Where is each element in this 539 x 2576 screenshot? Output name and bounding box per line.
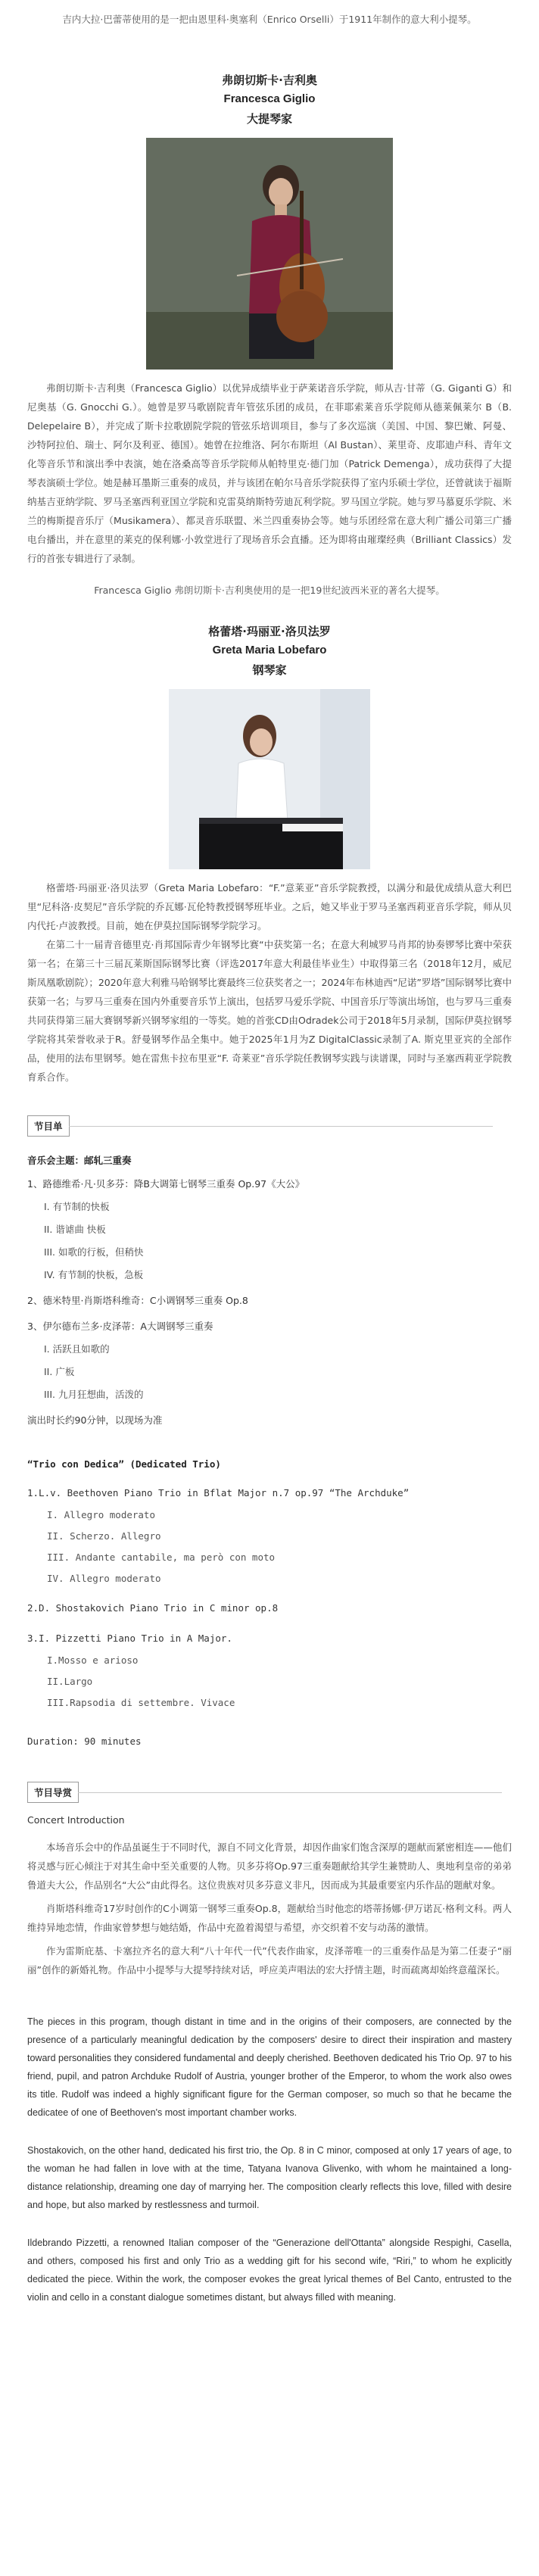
- intro-paragraph-zh: 本场音乐会中的作品虽诞生于不同时代，源自不同文化背景，却因作曲家们饱含深厚的题献而紧密相连——他们将灵感与匠心倾注于对其生命中至关重要的人物。贝多芬将Op.97三重奏题献给其学生兼赞助人、奥地利皇帝的弟弟鲁道夫大公，作品别名“大公”由此得名。这位贵族对贝多芬意义非凡，因而成为其最重要室内乐作品的题献对象。: [27, 1842, 512, 1891]
- program-english-work: 3.I. Pizzetti Piano Trio in A Major.: [27, 1633, 232, 1644]
- program-english-movement: II. Scherzo. Allegro: [47, 1530, 161, 1542]
- performer-role: 大提琴家: [246, 112, 292, 126]
- program-movement: I. 有节制的快板: [44, 1201, 110, 1212]
- program-english-movement: I.Mosso e arioso: [47, 1654, 139, 1666]
- performer-name-en: Greta Maria Lobefaro: [212, 644, 327, 656]
- intro-paragraph-zh: 作为雷斯庇基、卡塞拉齐名的意大利“八十年代一代”代表作曲家，皮泽蒂唯一的三重奏作品是为第二任妻子“丽丽”创作的新婚礼物。作品中小提琴与大提琴持续对话，呼应美声唱法的宏大抒情主题，时而疏离却始终意蕴深长。: [27, 1945, 512, 1976]
- program-movement: III. 九月狂想曲，活泼的: [44, 1389, 144, 1400]
- program-work: [27, 1315, 512, 1406]
- program-movement: I. 活跃且如歌的: [44, 1343, 110, 1355]
- pianist-photo-illustration: [169, 689, 370, 869]
- program-movement: III. 如歌的行板，但稍快: [44, 1246, 144, 1258]
- intro-english-heading: Concert Introduction: [27, 1814, 125, 1826]
- performer-name-zh: 弗朗切斯卡·吉利奥: [222, 73, 317, 87]
- performer-name-en: Francesca Giglio: [223, 92, 316, 105]
- program-english-movement: IV. Allegro moderato: [47, 1573, 161, 1584]
- program-title: 音乐会主题：邮轧三重奏: [27, 1155, 132, 1166]
- program-work-title: 1、路德维希·凡·贝多芬：降B大调第七钢琴三重奏 Op.97《大公》: [27, 1178, 305, 1190]
- cellist-photo: [146, 138, 393, 370]
- performer-role: 钢琴家: [252, 663, 287, 677]
- program-work: [27, 1173, 512, 1286]
- section-tag-program: 节目单: [27, 1115, 70, 1137]
- performer-name-zh: 格蕾塔·玛丽亚·洛贝法罗: [208, 625, 331, 638]
- program-english-work: 1.L.v. Beethoven Piano Trio in Bflat Major n.7 op.97 “The Archduke”: [27, 1487, 410, 1499]
- program-work: [27, 1290, 512, 1312]
- performer-heading: [27, 622, 512, 680]
- intro-paragraph-zh: 肖斯塔科维奇17岁时创作的C小调第一钢琴三重奏Op.8，题献给当时他恋的塔蒂扬娜·伊万诺瓦·格利文科。两人维持异地恋情，作曲家曾梦想与她结婚，作品中充盈着渴望与希望，亦交织着不安与动荡的激情。: [27, 1903, 512, 1933]
- program-english-movement: III.Rapsodia di settembre. Vivace: [47, 1697, 235, 1708]
- cellist-photo-illustration: [146, 138, 393, 370]
- program-work-title: 3、伊尔德布兰多·皮泽蒂：A大调钢琴三重奏: [27, 1321, 213, 1332]
- program-english: [27, 1455, 512, 1753]
- intro-section: [27, 1753, 512, 2322]
- program-english-work: 2.D. Shostakovich Piano Trio in C minor op.8: [27, 1602, 279, 1614]
- intro-paragraph-en: Ildebrando Pizzetti, a renowned Italian composer of the “Generazione dell'Ottanta” alongside Respighi, Casella, and others, composed his first and only Trio as a wedding gift for his second wife, “Riri,” to whom he explicitly dedicated the piece. Within the work, the composer evokes the great lyrical themes of Bel Canto, entrusted to the violin and cello in a constant dialogue sometimes distant, but always filled with meaning.: [27, 2238, 512, 2303]
- program-duration: 演出时长约90分钟，以现场为准: [27, 1414, 163, 1426]
- performer-bio: 格蕾塔·玛丽亚·洛贝法罗（Greta Maria Lobefaro：“F.”意莱亚”音乐学院教授，以满分和最优成绩从意大利巴里“尼科洛·皮契尼”音乐学院的乔瓦娜·瓦伦特教授钢琴班毕业。之后，她又毕业于罗马圣塞西莉亚音乐学院，师从贝内代托·卢波教授。目前，她在伊莫拉国际钢琴学院学习。: [27, 882, 512, 931]
- violin-instrument-note: 吉内大拉·巴蕾蒂使用的是一把由恩里科·奥塞利（Enrico Orselli）于1911年制作的意大利小提琴。: [62, 14, 477, 25]
- program-english-movement: I. Allegro moderato: [47, 1509, 155, 1520]
- performer-bio: 弗朗切斯卡·吉利奥（Francesca Giglio）以优异成绩毕业于萨莱诺音乐学院，师从吉·甘蒂（G. Giganti G）和尼奥基（G. Gnocchi G.）。她曾是罗马歌剧院青年管弦乐团的成员，在菲耶索莱音乐学院师从德莱佩莱尔 B（B. Delepelaire B），并完成了斯卡拉歌剧院学院的管弦乐培训项目，参与了多次巡演（美国、中国、黎巴嫩、阿曼、沙特阿拉伯、瑞士、阿尔及利亚、德国）。她曾在拉维洛、阿尔布斯坦（Al Bustan）、莱里奇、皮耶迪卢科、青年文化等音乐节和演出季中表演，她在洛桑高等音乐学院师从帕特里克·德门加（Patrick Demenga），成功获得了大提琴表演硕士学位。她是赫耳墨斯三重奏的成员，并与该团在帕尔马音乐学院获得了室内乐硕士学位，还曾就读于福斯纳基吉亚纳学院、罗马圣塞西利亚国立学院和克雷莫纳斯特劳迪瓦利学院。罗马国立学院。她与罗马慕夏乐学院、米兰的梅斯提音乐厅（Musikamera）、都灵音乐联盟、米兰四重奏协会等。她与乐团经常在意大利广播公司第三广播电台播出，并在意里的莱克的保利娜·小敦堂进行了现场音乐会直播。还为即将由璀璨经典（Brilliant Classics）发行的首张专辑进行了录制。: [27, 382, 512, 564]
- performer-pianist: [27, 622, 512, 1087]
- performer-bio-awards: 在第二十一届青音德里克·肖邦国际青少年钢琴比赛“中获奖第一名；在意大利城罗马肖邦的协奏锣琴比赛中荣获第一名；在第三十三届瓦莱斯国际钢琴比赛（评选2017年意大利最佳毕业生）中取得第三名（2018年12月，威尼斯凤凰歌剧院）；2020年意大利雅马哈钢琴比赛最终三位获奖者之一；2024年布林迪西“尼诺”罗塔”国际钢琴比赛中获第一名；与罗马三重奏在国内外重要音乐节上演出，包括罗马爱乐学院、中国音乐厅等演出场馆，也与罗马三重奏共同获得第三届大赛钢琴新兴钢琴家组的一等奖。她的首张CD由Odradek公司于2018年5月录制，国际伊莫拉钢琴学院将其荣誉收录于R。舒曼钢琴作品全集中。她于2025年1月为Z DigitalClassic录制了A. 斯克里亚宾的全部作品，使用的法布里钢琴。她在雷焦卡拉布里亚“F. 奇莱亚”音乐学院任教钢琴实践与读谱课，同时与圣塞西莉亚学院教育系合作。: [27, 939, 512, 1083]
- program-english-title: “Trio con Dedica” (Dedicated Trio): [27, 1458, 221, 1470]
- program-movement: II. 谐谑曲 快板: [44, 1224, 106, 1235]
- program-english-duration: Duration: 90 minutes: [27, 1736, 142, 1747]
- program-english-movement: II.Largo: [47, 1676, 93, 1687]
- intro-paragraph-en: Shostakovich, on the other hand, dedicated his first trio, the Op. 8 in C minor, composed at only 17 years of age, to the woman he had fallen in love with at the time, Tatyana Ivanova Glivenko, with whom he maintained a long-distance relationship, dreaming one day of marrying her. The composition clearly reflects this love, filled with desire and hope, but also marked by restlessness and turmoil.: [27, 2145, 512, 2210]
- program-section: [27, 1087, 512, 1753]
- intro-paragraph-en: The pieces in this program, though distant in time and in the origins of their composers, are connected by the presence of a particularly meaningful dedication by the composers' desire to direct their inspiration and mastery toward personalities they considered fundamental and deeply cherished. Beethoven dedicated his Trio Op. 97 to his friend, pupil, and patron Archduke Rudolf of Austria, younger brother of the Emperor, to whom the work also owes its title. Rudolf was indeed a highly significant figure for the German composer, so much so that he became the dedicatee of one of Beethoven's most important chamber works.: [27, 2016, 512, 2118]
- program-work-title: 2、德米特里·肖斯塔科维奇：C小调钢琴三重奏 Op.8: [27, 1295, 248, 1306]
- program-movement: II. 广板: [44, 1366, 75, 1377]
- program-english-movement: III. Andante cantabile, ma però con moto: [47, 1552, 276, 1563]
- performer-cellist: [27, 71, 512, 600]
- pianist-photo: [169, 689, 370, 869]
- section-tag-intro: 节目导赏: [27, 1782, 79, 1803]
- cello-instrument-note: Francesca Giglio 弗朗切斯卡·吉利奥使用的是一把19世纪波西米亚的著名大提琴。: [94, 585, 445, 596]
- performer-heading: [27, 71, 512, 129]
- program-movement: IV. 有节制的快板，急板: [44, 1269, 144, 1280]
